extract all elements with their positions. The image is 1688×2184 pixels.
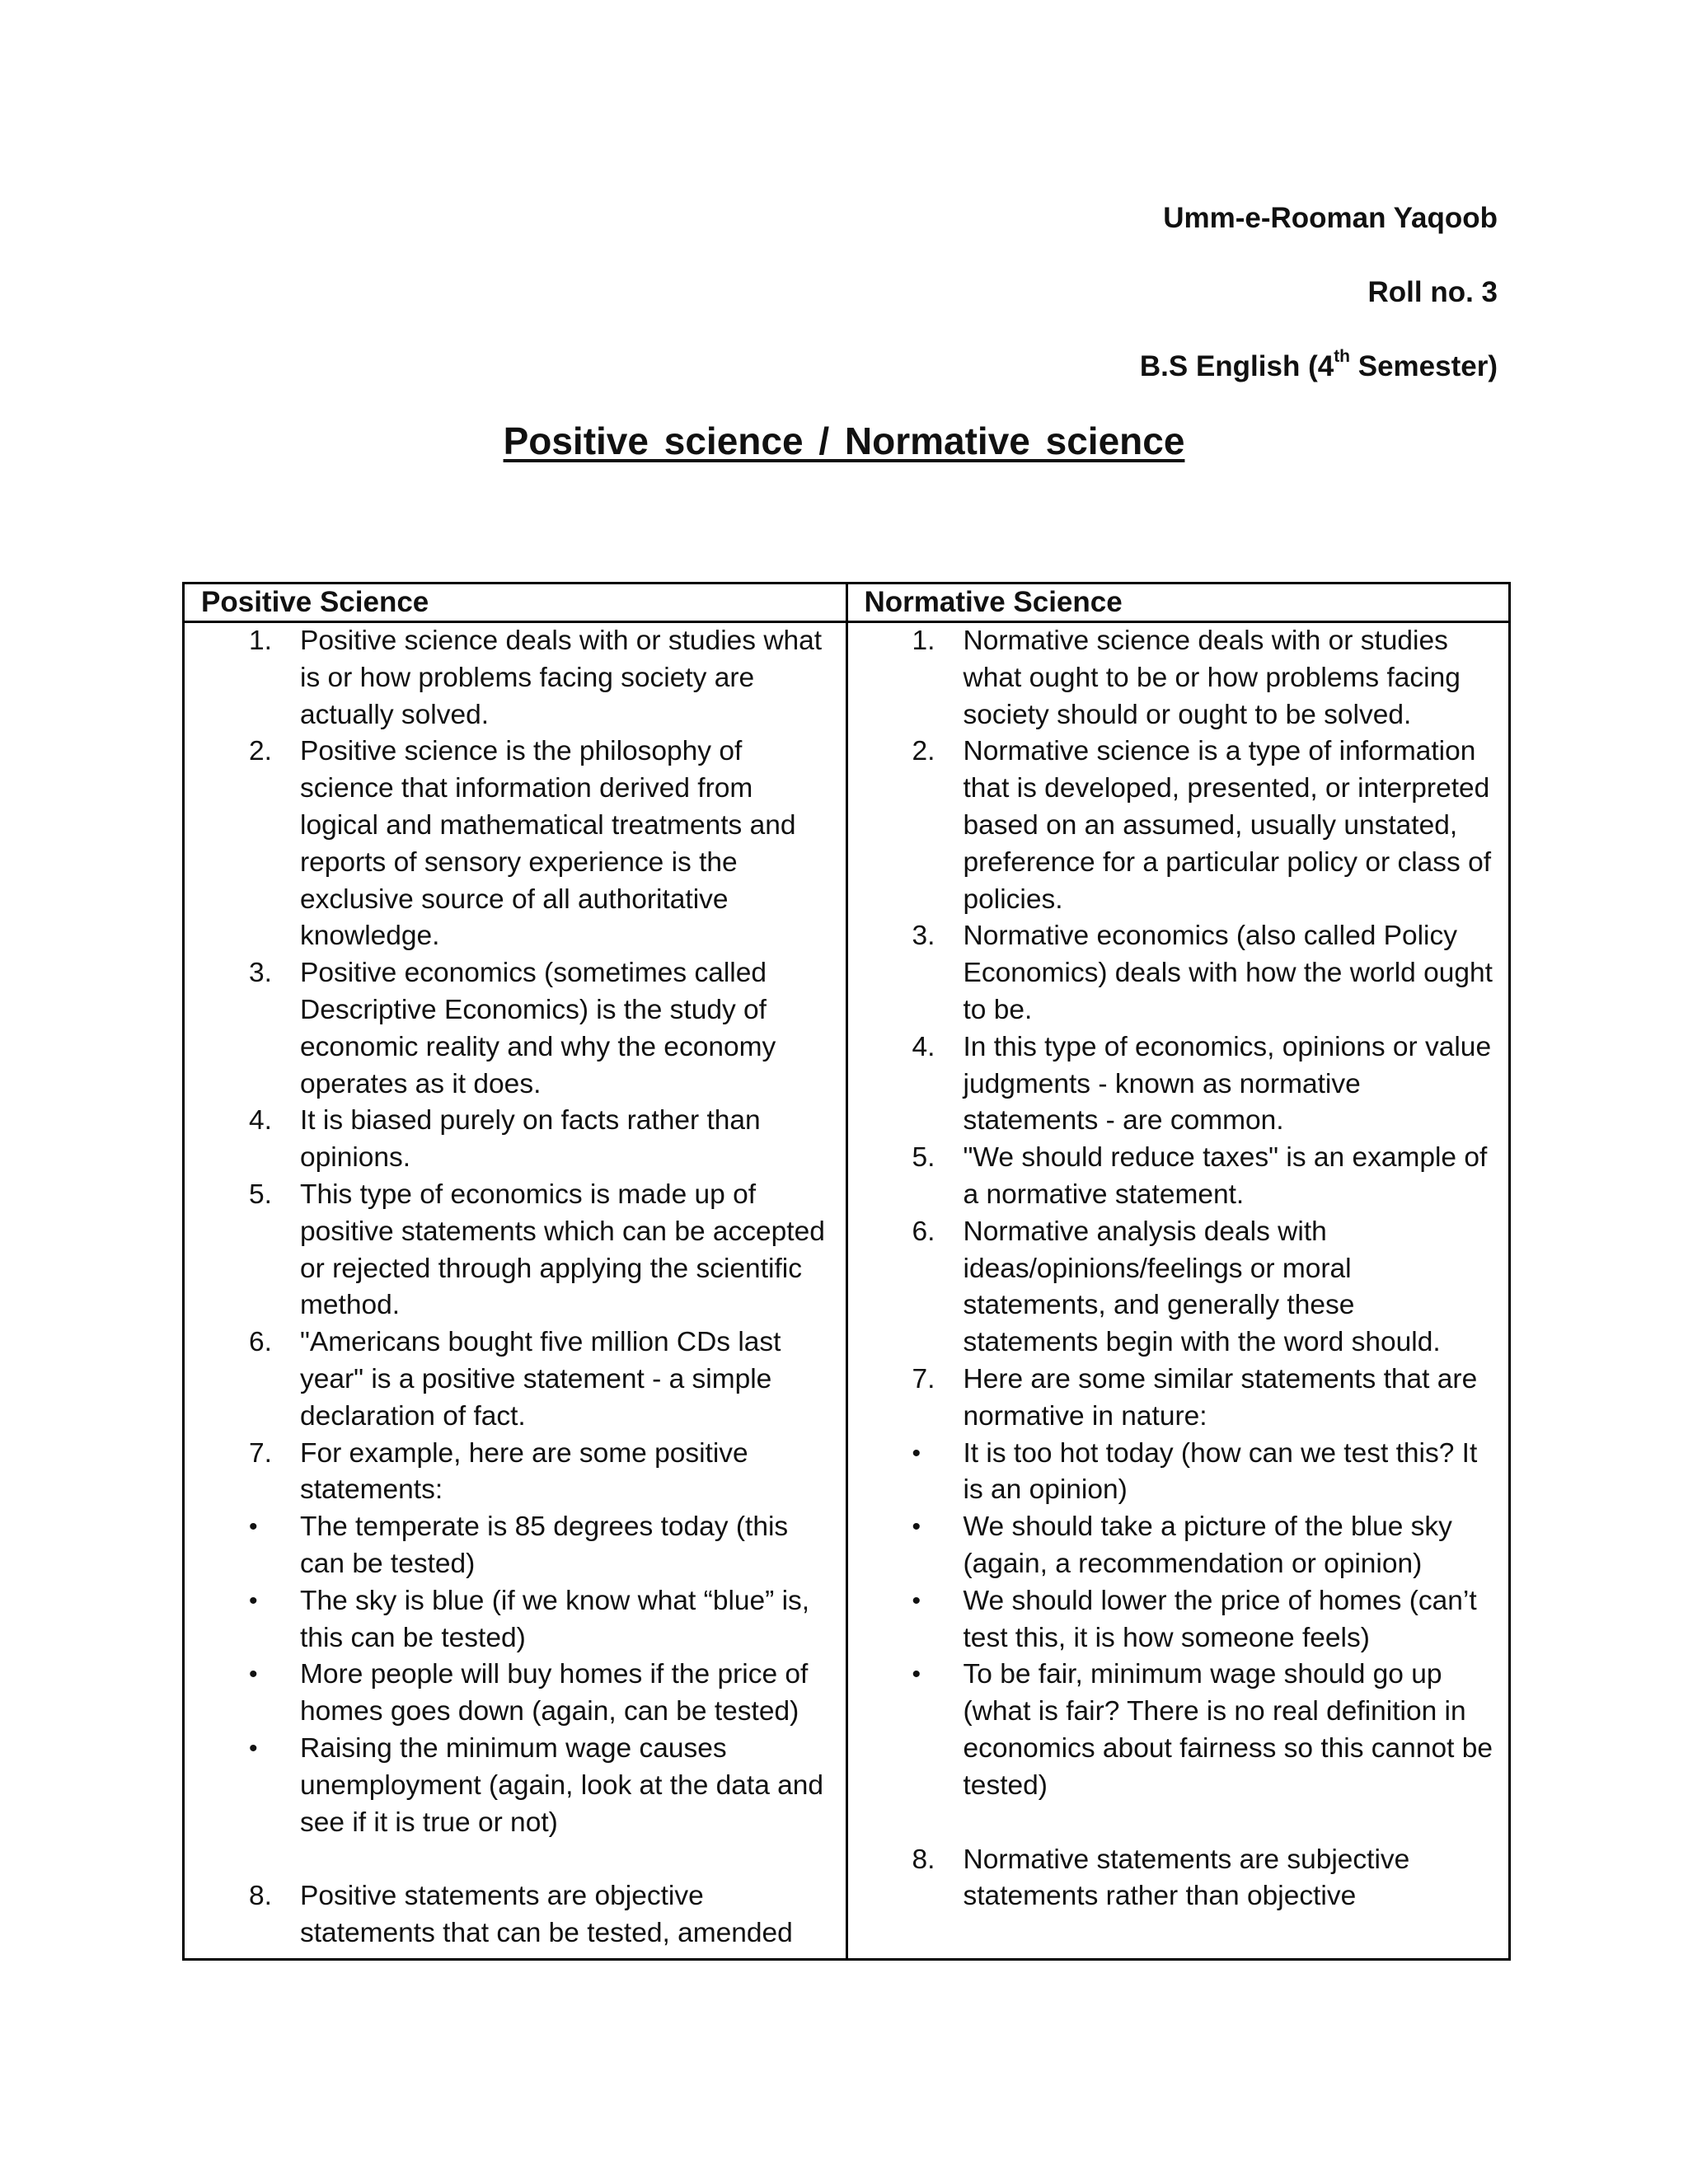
item-number: 2. (912, 736, 935, 767)
normative-science-list (848, 623, 1494, 1915)
program-semester (1140, 343, 1498, 417)
column-header-normative: Normative Science (846, 583, 1510, 622)
roll-number: Roll no. 3 (1367, 276, 1498, 308)
author-name: Umm-e-Rooman Yaqoob (1163, 202, 1498, 234)
bullet-marker: • (912, 1513, 921, 1541)
list-item (185, 1324, 831, 1435)
table-header-row (184, 583, 1510, 622)
item-number: 1. (249, 626, 272, 656)
item-text: We should take a picture of the blue sky (again, a recommendation or opinion) (963, 1511, 1452, 1579)
item-text: We should lower the price of homes (can’t test this, it is how someone feels) (963, 1585, 1477, 1653)
document-title: Positive science / Normative science (503, 419, 1185, 462)
item-text: Normative science is a type of information that is developed, presented, or interpreted based on an assumed, usually unstated, preference for a particular policy or class of policies. (963, 736, 1492, 915)
item-text: Normative statements are subjective statements rather than objective (963, 1844, 1410, 1912)
list-item (185, 1583, 831, 1657)
bullet-marker: • (912, 1439, 921, 1467)
bullet-marker: • (249, 1661, 258, 1689)
item-number: 8. (912, 1844, 935, 1875)
program-suffix: Semester) (1350, 350, 1498, 382)
item-text: Positive science deals with or studies what is or how problems facing society are actually solved. (300, 626, 823, 730)
list-item (848, 918, 1494, 1029)
list-item (185, 955, 831, 1103)
list-item (185, 1436, 831, 1510)
item-text: It is biased purely on facts rather than opinions. (300, 1105, 761, 1174)
item-text: This type of economics is made up of positive statements which can be accepted or rejected through applying the scientific method. (300, 1179, 825, 1321)
item-text: "We should reduce taxes" is an example of a normative statement. (963, 1142, 1488, 1210)
program-prefix: B.S English (4 (1139, 350, 1334, 382)
list-item (848, 1842, 1494, 1916)
item-number: 1. (912, 626, 935, 656)
item-text: The sky is blue (if we know what “blue” is, this can be tested) (300, 1585, 810, 1653)
item-text: Positive statements are objective statements that can be tested, amended (300, 1881, 793, 1949)
author-header (1140, 194, 1498, 417)
positive-science-cell (184, 622, 847, 1960)
item-text: Normative analysis deals with ideas/opinions/feelings or moral statements, and generally these statements begin with the word should. (963, 1216, 1441, 1358)
list-item (185, 1731, 831, 1841)
positive-science-list (185, 623, 831, 1952)
program-superscript: th (1334, 347, 1351, 367)
list-item (848, 1436, 1494, 1510)
item-number: 8. (249, 1881, 272, 1912)
list-item (185, 1177, 831, 1324)
item-number: 5. (249, 1179, 272, 1210)
item-number: 4. (249, 1105, 272, 1137)
list-item (848, 1509, 1494, 1583)
list-item (185, 1509, 831, 1583)
bullet-marker: • (249, 1734, 258, 1762)
list-item (185, 623, 831, 733)
list-item (848, 1029, 1494, 1140)
item-text: In this type of economics, opinions or value judgments - known as normative statements - are common. (963, 1031, 1492, 1137)
item-number: 2. (249, 736, 272, 767)
bullet-marker: • (249, 1513, 258, 1541)
column-header-positive: Positive Science (184, 583, 847, 622)
item-number: 4. (912, 1031, 935, 1062)
item-text: Positive science is the philosophy of science that information derived from logical and mathematical treatments and reports of sensory experience is the exclusive source of all authoritative knowledge. (300, 736, 796, 952)
list-item (848, 1583, 1494, 1657)
list-item (848, 1361, 1494, 1436)
item-text: For example, here are some positive statements: (300, 1437, 748, 1506)
item-text: The temperate is 85 degrees today (this can be tested) (300, 1511, 789, 1579)
list-item (848, 733, 1494, 918)
item-text: More people will buy homes if the price of homes goes down (again, can be tested) (300, 1659, 809, 1727)
item-number: 7. (912, 1363, 935, 1394)
list-item (185, 1103, 831, 1177)
item-text: "Americans bought five million CDs last year" is a positive statement - a simple declaration of fact. (300, 1327, 781, 1432)
item-number: 6. (912, 1216, 935, 1247)
list-item (185, 1878, 831, 1952)
item-text: To be fair, minimum wage should go up (what is fair? There is no real definition in economics about fairness so this cannot be tested) (963, 1659, 1493, 1801)
list-item (185, 1657, 831, 1731)
bullet-marker: • (912, 1661, 921, 1689)
item-text: Here are some similar statements that are normative in nature: (963, 1363, 1478, 1432)
item-number: 6. (249, 1327, 272, 1358)
list-item (848, 1140, 1494, 1214)
item-text: Positive economics (sometimes called Descriptive Economics) is the study of economic reality and why the economy operates as it does. (300, 958, 776, 1099)
bullet-marker: • (249, 1586, 258, 1615)
bullet-marker: • (912, 1586, 921, 1615)
item-number: 7. (249, 1437, 272, 1469)
item-number: 5. (912, 1142, 935, 1174)
list-item (185, 733, 831, 955)
item-text: It is too hot today (how can we test this? It is an opinion) (963, 1437, 1478, 1506)
item-number: 3. (249, 958, 272, 989)
comparison-table (182, 582, 1511, 1961)
list-item (848, 1657, 1494, 1804)
table-body-row (184, 622, 1510, 1960)
item-text: Raising the minimum wage causes unemployment (again, look at the data and see if it is true or not) (300, 1732, 824, 1838)
item-number: 3. (912, 921, 935, 952)
item-text: Normative science deals with or studies what ought to be or how problems facing society should or ought to be solved. (963, 626, 1461, 730)
item-text: Normative economics (also called Policy Economics) deals with how the world ought to be. (963, 921, 1493, 1025)
list-item (848, 623, 1494, 733)
normative-science-cell (846, 622, 1510, 1960)
list-item (848, 1214, 1494, 1361)
